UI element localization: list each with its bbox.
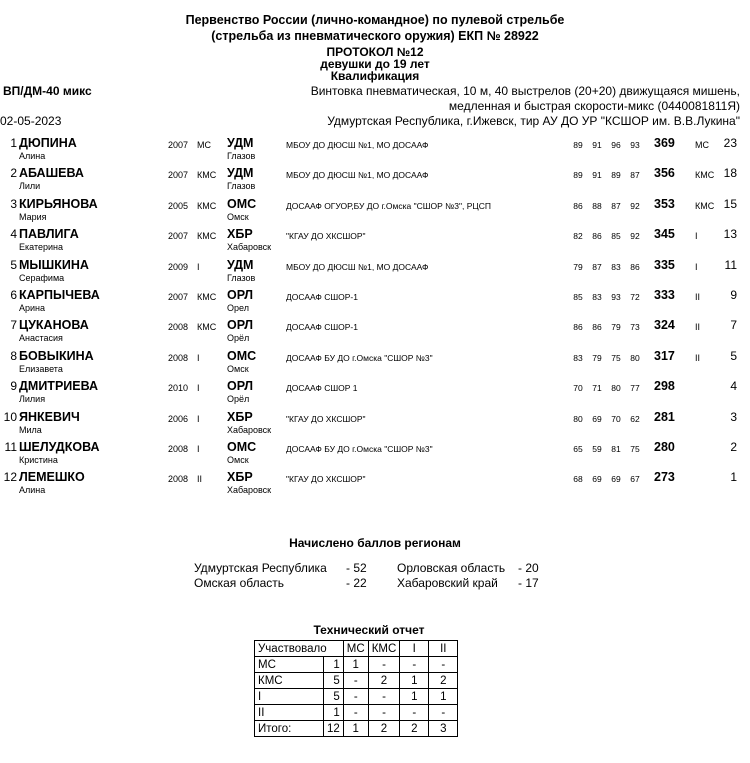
birth-year: 2009 <box>168 261 189 272</box>
cell-ii: 3 <box>429 721 458 737</box>
cell-i: 1 <box>400 689 429 705</box>
birth-year: 2007 <box>168 231 189 242</box>
first-name: Анастасия <box>19 333 63 344</box>
result-row <box>0 470 750 500</box>
city: Глазов <box>227 181 256 192</box>
total-score: 345 <box>654 227 675 242</box>
birth-year: 2005 <box>168 200 189 211</box>
total-score: 281 <box>654 409 675 424</box>
place: 6 <box>10 288 17 302</box>
achieved-rank: II <box>695 322 701 333</box>
series-score: 92 <box>630 231 640 242</box>
points: 11 <box>724 257 737 272</box>
sport-rank: КМС <box>197 231 217 242</box>
series-score: 85 <box>573 292 583 302</box>
cell-i: - <box>400 705 429 721</box>
sport-rank: I <box>197 413 200 424</box>
series-score: 86 <box>592 322 602 333</box>
stage: Квалификация <box>330 69 420 83</box>
series-score: 69 <box>611 474 621 485</box>
city: Глазов <box>227 151 256 161</box>
result-row <box>0 440 750 470</box>
birth-year: 2010 <box>168 383 189 394</box>
region-code: УДМ <box>227 136 254 150</box>
total-score: 298 <box>654 379 675 394</box>
participants-count: 5 <box>324 673 344 689</box>
header-cell: I <box>400 641 429 657</box>
table-row <box>255 689 458 705</box>
header-cell: КМС <box>368 641 400 657</box>
place: 1 <box>10 136 17 150</box>
place: 7 <box>10 318 17 333</box>
category: девушки до 19 лет <box>320 57 430 71</box>
event-date: 02-05-2023 <box>0 114 62 128</box>
sport-rank: МС <box>197 140 211 150</box>
sport-rank: КМС <box>197 170 217 181</box>
place: 10 <box>3 409 17 424</box>
region-name: Удмуртская Республика <box>194 561 327 575</box>
city: Хабаровск <box>227 424 272 435</box>
participants-count: 12 <box>324 721 344 737</box>
event-code: ВП/ДМ-40 микс <box>3 84 92 98</box>
series-score: 93 <box>630 140 640 150</box>
result-row <box>0 136 750 166</box>
region-name: Орловская область <box>397 561 506 575</box>
city: Омск <box>227 211 249 222</box>
series-score: 91 <box>592 170 602 181</box>
club: МБОУ ДО ДЮСШ №1, МО ДОСААФ <box>286 170 429 181</box>
achieved-rank: I <box>695 261 698 272</box>
series-score: 80 <box>573 413 583 424</box>
place: 8 <box>10 348 17 363</box>
first-name: Серафима <box>19 272 65 283</box>
result-row <box>0 227 750 257</box>
club: ДОСААФ БУ ДО г.Омска "СШОР №3" <box>286 352 433 363</box>
series-score: 80 <box>611 383 621 394</box>
birth-year: 2008 <box>168 352 189 363</box>
series-score: 82 <box>573 231 583 242</box>
surname: МЫШКИНА <box>19 257 89 272</box>
series-score: 79 <box>592 352 602 363</box>
place: 9 <box>10 379 17 394</box>
club: "КГАУ ДО ХКСШОР" <box>286 231 366 242</box>
table-row <box>255 673 458 689</box>
first-name: Лили <box>19 181 41 192</box>
place: 3 <box>10 196 17 211</box>
club: "КГАУ ДО ХКСШОР" <box>286 413 366 424</box>
total-score: 353 <box>654 196 675 211</box>
city: Глазов <box>227 272 256 283</box>
birth-year: 2007 <box>168 140 189 150</box>
series-score: 68 <box>573 474 583 485</box>
club: ДОСААФ СШОР 1 <box>286 383 358 394</box>
surname: ПАВЛИГА <box>19 227 79 242</box>
cell-ms: - <box>343 673 368 689</box>
cell-ms: - <box>343 689 368 705</box>
protocol-number: ПРОТОКОЛ №12 <box>326 45 424 59</box>
cell-i: - <box>400 657 429 673</box>
region-points: - 20 <box>518 561 539 575</box>
total-score: 369 <box>654 136 675 150</box>
sport-rank: I <box>197 261 200 272</box>
series-score: 91 <box>592 140 602 150</box>
region-code: ХБР <box>227 470 253 485</box>
series-score: 69 <box>592 413 602 424</box>
total-score: 333 <box>654 288 675 302</box>
cell-ms: 1 <box>343 657 368 673</box>
table-row <box>255 705 458 721</box>
title-line-2: (стрельба из пневматического оружия) ЕКП № 28922 <box>211 29 539 43</box>
table-row <box>255 721 458 737</box>
achieved-rank: КМС <box>695 200 715 211</box>
title-line-1: Первенство России (лично-командное) по пулевой стрельбе <box>185 13 565 27</box>
cell-kms: 2 <box>368 721 400 737</box>
series-score: 89 <box>573 170 583 181</box>
result-row <box>0 258 750 288</box>
club: "КГАУ ДО ХКСШОР" <box>286 474 366 485</box>
series-score: 93 <box>611 292 621 302</box>
region-code: ОРЛ <box>227 288 254 302</box>
birth-year: 2008 <box>168 474 189 485</box>
series-score: 65 <box>573 444 583 454</box>
participants-count: 5 <box>324 689 344 705</box>
region-code: ОМС <box>227 440 257 454</box>
place: 12 <box>3 470 17 485</box>
region-code: ОМС <box>227 196 257 211</box>
series-score: 87 <box>630 170 640 181</box>
first-name: Арина <box>19 303 46 313</box>
total-score: 317 <box>654 348 675 363</box>
series-score: 75 <box>611 352 621 363</box>
participants-count: 1 <box>324 705 344 721</box>
result-row <box>0 410 750 440</box>
cell-ii: 2 <box>429 673 458 689</box>
total-score: 335 <box>654 257 675 272</box>
series-score: 96 <box>611 140 621 150</box>
points: 5 <box>730 348 737 363</box>
points: 1 <box>730 470 737 485</box>
row-label: I <box>255 689 324 705</box>
cell-kms: - <box>368 689 400 705</box>
region-points: - 22 <box>346 576 367 590</box>
place: 11 <box>4 440 17 454</box>
region-points: - 17 <box>518 576 539 590</box>
achieved-rank: II <box>695 292 701 302</box>
place: 2 <box>10 166 17 181</box>
sport-rank: I <box>197 444 200 454</box>
series-score: 86 <box>573 200 583 211</box>
series-score: 83 <box>573 352 583 363</box>
series-score: 59 <box>592 444 602 454</box>
region-name: Хабаровский край <box>397 576 498 590</box>
row-label: МС <box>255 657 324 673</box>
birth-year: 2007 <box>168 292 189 302</box>
achieved-rank: КМС <box>695 170 715 181</box>
cell-ms: - <box>343 705 368 721</box>
region-code: ОРЛ <box>227 318 254 333</box>
surname: АБАШЕВА <box>19 166 84 181</box>
series-score: 62 <box>630 413 640 424</box>
city: Омск <box>227 455 249 465</box>
birth-year: 2008 <box>168 444 189 454</box>
series-score: 73 <box>630 322 640 333</box>
points: 4 <box>730 379 737 394</box>
sport-rank: КМС <box>197 292 217 302</box>
row-label: КМС <box>255 673 324 689</box>
achieved-rank: II <box>695 352 701 363</box>
table-header-row <box>255 641 458 657</box>
cell-ms: 1 <box>343 721 368 737</box>
cell-i: 2 <box>400 721 429 737</box>
series-score: 92 <box>630 200 640 211</box>
result-row <box>0 349 750 379</box>
cell-ii: 1 <box>429 689 458 705</box>
series-score: 85 <box>611 231 621 242</box>
series-score: 88 <box>592 200 602 211</box>
series-score: 83 <box>611 261 621 272</box>
region-name: Омская область <box>194 576 285 590</box>
first-name: Кристина <box>19 455 58 465</box>
sport-rank: КМС <box>197 322 217 333</box>
cell-i: 1 <box>400 673 429 689</box>
series-score: 89 <box>611 170 621 181</box>
cell-kms: 2 <box>368 673 400 689</box>
surname: ДЮПИНА <box>19 136 77 150</box>
result-row <box>0 288 750 318</box>
first-name: Лилия <box>19 394 46 405</box>
series-score: 83 <box>592 292 602 302</box>
cell-ii: - <box>429 657 458 673</box>
surname: ДМИТРИЕВА <box>19 379 99 394</box>
result-row <box>0 318 750 348</box>
region-points-title: Начислено баллов регионам <box>289 536 461 550</box>
region-code: ХБР <box>227 409 253 424</box>
event-description-2: медленная и быстрая скорости-микс (0440081811Я) <box>448 99 740 113</box>
series-score: 86 <box>573 322 583 333</box>
series-score: 81 <box>611 444 621 454</box>
total-score: 273 <box>654 470 675 485</box>
surname: ЯНКЕВИЧ <box>19 409 80 424</box>
club: ДОСААФ ОГУОР,БУ ДО г.Омска "СШОР №3", РЦСП <box>286 200 491 211</box>
series-score: 86 <box>630 261 640 272</box>
series-score: 80 <box>630 352 640 363</box>
series-score: 79 <box>611 322 621 333</box>
first-name: Мария <box>19 211 47 222</box>
row-label: Итого: <box>255 721 324 737</box>
achieved-rank: I <box>695 231 698 242</box>
series-score: 67 <box>630 474 640 485</box>
points: 23 <box>723 136 737 150</box>
total-score: 324 <box>654 318 675 333</box>
surname: КИРЬЯНОВА <box>19 196 98 211</box>
surname: ЛЕМЕШКО <box>19 470 85 485</box>
table-row <box>255 657 458 673</box>
birth-year: 2006 <box>168 413 189 424</box>
place: 4 <box>10 227 17 242</box>
header-cell: II <box>429 641 458 657</box>
sport-rank: I <box>197 352 200 363</box>
sport-rank: I <box>197 383 200 394</box>
city: Орёл <box>227 333 250 344</box>
event-description-1: Винтовка пневматическая, 10 м, 40 выстрелов (20+20) движущаяся мишень, <box>310 84 740 98</box>
series-score: 79 <box>573 261 583 272</box>
series-score: 86 <box>592 231 602 242</box>
surname: ШЕЛУДКОВА <box>19 440 100 454</box>
series-score: 71 <box>592 383 602 394</box>
birth-year: 2008 <box>168 322 189 333</box>
city: Хабаровск <box>227 485 272 496</box>
region-code: ОРЛ <box>227 379 254 394</box>
event-venue: Удмуртская Республика, г.Ижевск, тир АУ ДО УР "КСШОР им. В.В.Лукина" <box>327 114 740 128</box>
sport-rank: II <box>197 474 203 485</box>
first-name: Алина <box>19 485 46 496</box>
total-score: 280 <box>654 440 675 454</box>
result-row <box>0 379 750 409</box>
club: МБОУ ДО ДЮСШ №1, МО ДОСААФ <box>286 261 429 272</box>
surname: БОВЫКИНА <box>19 348 94 363</box>
birth-year: 2007 <box>168 170 189 181</box>
city: Хабаровск <box>227 242 272 253</box>
points: 2 <box>730 440 737 454</box>
city: Омск <box>227 363 249 374</box>
first-name: Елизавета <box>19 363 63 374</box>
header-cell: Участвовало <box>255 641 344 657</box>
technical-report-title: Технический отчет <box>313 623 425 637</box>
points: 18 <box>723 166 737 181</box>
cell-kms: - <box>368 705 400 721</box>
club: ДОСААФ БУ ДО г.Омска "СШОР №3" <box>286 444 433 454</box>
achieved-rank: МС <box>695 140 709 150</box>
series-score: 69 <box>592 474 602 485</box>
club: ДОСААФ СШОР-1 <box>286 322 358 333</box>
cell-kms: - <box>368 657 400 673</box>
place: 5 <box>10 257 17 272</box>
series-score: 75 <box>630 444 640 454</box>
participants-count: 1 <box>324 657 344 673</box>
series-score: 70 <box>611 413 621 424</box>
row-label: II <box>255 705 324 721</box>
region-code: ОМС <box>227 348 257 363</box>
region-code: УДМ <box>227 257 254 272</box>
points: 9 <box>730 288 737 302</box>
first-name: Екатерина <box>19 242 63 253</box>
result-row <box>0 166 750 196</box>
sport-rank: КМС <box>197 200 217 211</box>
points: 3 <box>730 409 737 424</box>
series-score: 89 <box>573 140 583 150</box>
region-code: ХБР <box>227 227 253 242</box>
club: ДОСААФ СШОР-1 <box>286 292 358 302</box>
points: 13 <box>723 227 737 242</box>
first-name: Мила <box>19 424 42 435</box>
series-score: 87 <box>611 200 621 211</box>
region-points: - 52 <box>346 561 367 575</box>
points: 15 <box>723 196 737 211</box>
series-score: 72 <box>630 292 640 302</box>
points: 7 <box>730 318 737 333</box>
series-score: 87 <box>592 261 602 272</box>
result-row <box>0 197 750 227</box>
cell-ii: - <box>429 705 458 721</box>
city: Орёл <box>227 394 250 405</box>
region-code: УДМ <box>227 166 254 181</box>
surname: КАРПЫЧЕВА <box>19 288 100 302</box>
series-score: 77 <box>630 383 640 394</box>
city: Орел <box>227 303 249 313</box>
club: МБОУ ДО ДЮСШ №1, МО ДОСААФ <box>286 140 429 150</box>
surname: ЦУКАНОВА <box>19 318 89 333</box>
total-score: 356 <box>654 166 675 181</box>
header-cell: МС <box>343 641 368 657</box>
first-name: Алина <box>19 151 46 161</box>
technical-report-table <box>254 640 458 737</box>
series-score: 70 <box>573 383 583 394</box>
